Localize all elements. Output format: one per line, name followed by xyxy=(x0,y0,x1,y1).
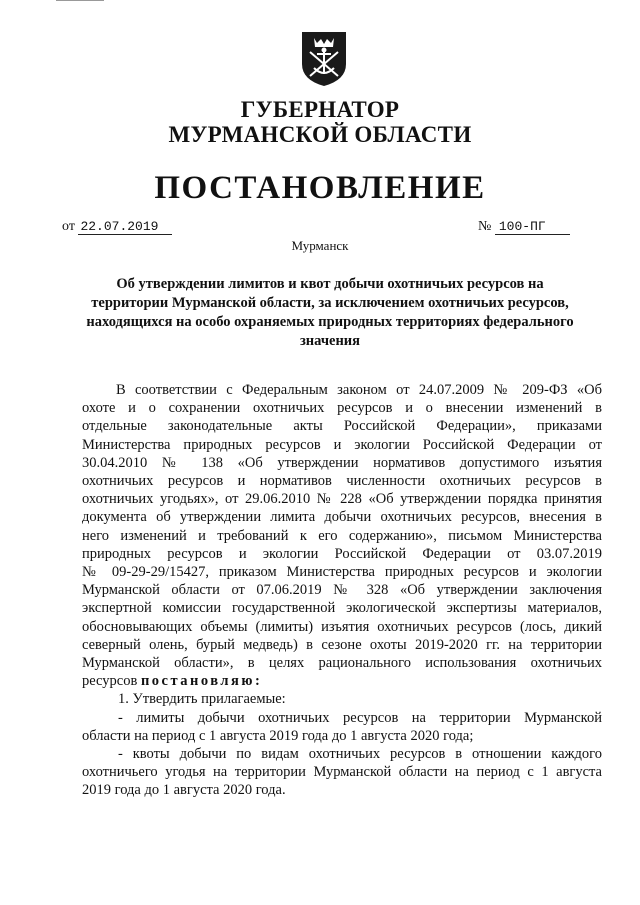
coat-of-arms-icon xyxy=(300,30,348,88)
title-line: Об утверждении лимитов и квот добычи охотничьих ресурсов на xyxy=(116,276,544,292)
body-line: № 09-29-29/15427, приказом Министерства природных ресурсов и экологии xyxy=(82,564,602,581)
body-line: 30.04.2010 № 138 «Об утверждении нормативов допустимого изъятия xyxy=(82,454,602,471)
item-limits-line: - лимиты добычи охотничьих ресурсов на территории Мурманской xyxy=(118,709,602,726)
body-line: охотничьих ресурсов и нормативов численности охотничьих ресурсов в xyxy=(82,473,602,490)
body-line: обосновывающих объемы (лимиты) изъятия охотничьих ресурсов (лось, дикий xyxy=(82,618,602,635)
body-line: природных ресурсов и экологии Российской Федерации от 03.07.2019 xyxy=(82,545,602,562)
date-value: 22.07.2019 xyxy=(78,219,172,235)
number-prefix: № xyxy=(478,219,492,234)
body-line: Министерства природных ресурсов и экологии Российской Федерации от xyxy=(82,436,602,453)
region-heading: МУРМАНСКОЙ ОБЛАСТИ xyxy=(168,122,472,147)
body-line: северный олень, бурый медведь) в сезоне охоты 2019-2020 гг. на территории xyxy=(82,636,602,653)
body-line: В соответствии с Федеральным законом от 24.07.2009 № 209-ФЗ «Об xyxy=(116,382,602,398)
date-field xyxy=(62,219,172,235)
title-line: территории Мурманской области, за исключением охотничьих ресурсов, xyxy=(91,295,569,311)
item-quotas-line: 2019 года до 1 августа 2020 года. xyxy=(82,782,286,799)
item-limits-line: области на период с 1 августа 2019 года до 1 августа 2020 года; xyxy=(82,727,474,744)
decree-prefix: ресурсов xyxy=(82,673,138,690)
body-line: Мурманской области от 07.06.2019 № 328 «Об утверждении заключения xyxy=(82,582,602,599)
date-prefix: от xyxy=(62,219,75,234)
city-label: Мурманск xyxy=(291,238,349,253)
governor-heading: ГУБЕРНАТОР xyxy=(240,97,400,122)
decree-word: постановляю: xyxy=(140,673,263,690)
decree-heading: ПОСТАНОВЛЕНИЕ xyxy=(154,170,486,206)
document-body xyxy=(82,381,602,800)
title-line: значения xyxy=(299,333,361,349)
body-line: экспертной комиссии государственной экологической экспертизы материалов, xyxy=(82,600,602,617)
number-field xyxy=(478,219,570,235)
item-1: 1. Утвердить прилагаемые: xyxy=(118,691,286,708)
item-quotas-line: охотничьего угодья на территории Мурманской области на период с 1 августа xyxy=(82,764,602,781)
body-line: охоте и о сохранении охотничьих ресурсов и о внесении изменений в xyxy=(82,400,602,417)
number-value: 100-ПГ xyxy=(495,219,570,235)
body-line: Мурманской области», в целях рационального использования охотничьих xyxy=(82,655,602,672)
body-line: отдельные законодательные акты Российской Федерации», приказами xyxy=(82,418,602,435)
body-line: охотничьих угодьях», от 29.06.2010 № 228 «Об утверждении порядка принятия xyxy=(82,491,602,508)
title-line: находящихся на особо охраняемых природных территориях федерального xyxy=(86,314,574,330)
scan-artifact-line xyxy=(56,0,104,3)
document-title xyxy=(60,275,600,351)
body-line: документа об утверждении лимита добычи охотничьих ресурсов, внесения в xyxy=(82,509,602,526)
body-line: него изменений и требований к его содержанию», письмом Министерства xyxy=(82,527,602,544)
item-quotas-line: - квоты добычи по видам охотничьих ресурсов в отношении каждого xyxy=(118,746,602,763)
decree-line xyxy=(82,672,602,690)
